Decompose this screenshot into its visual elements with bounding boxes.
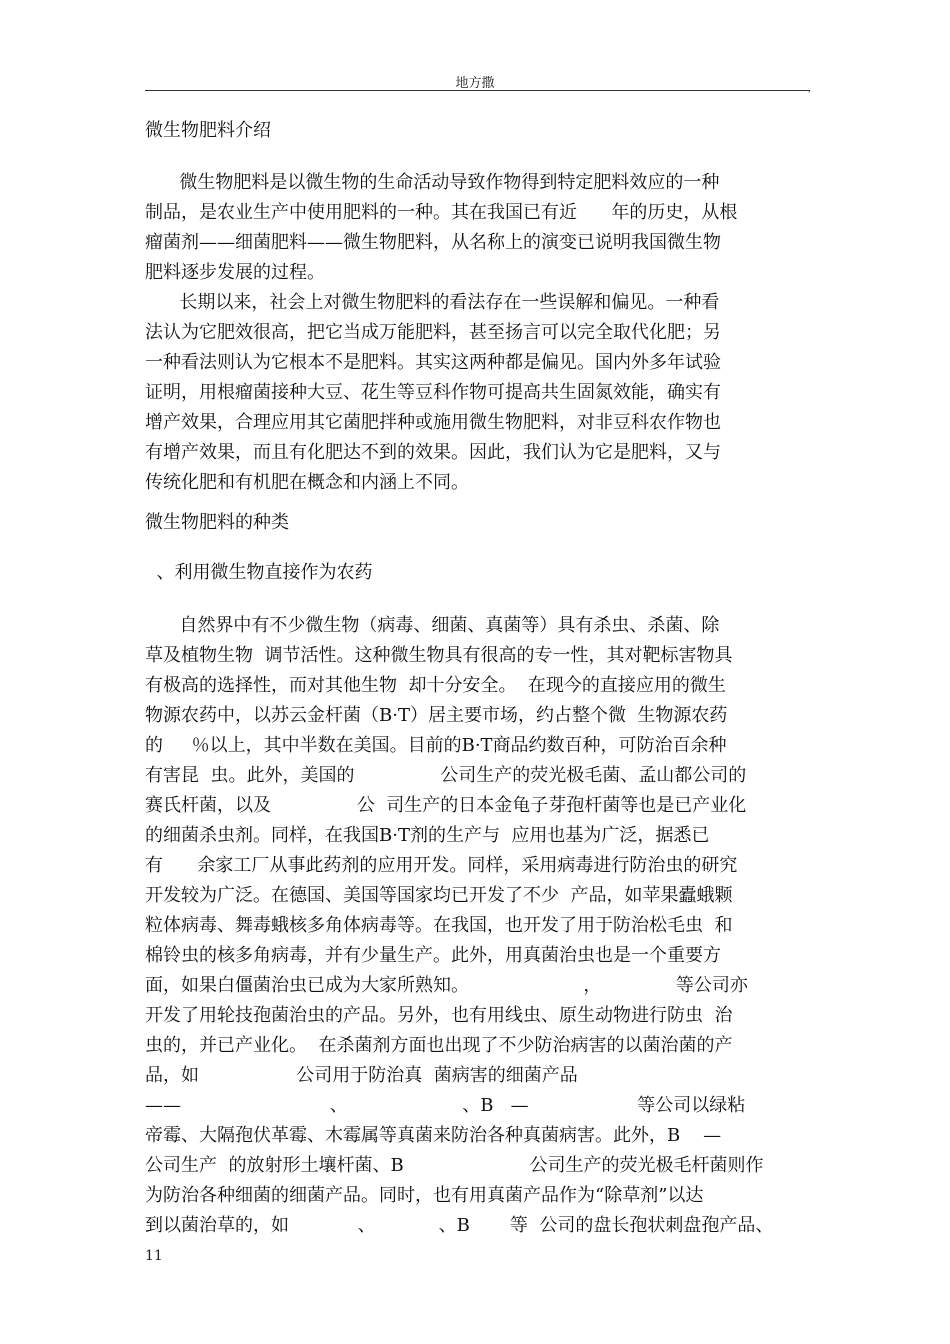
paragraph-line: 自然界中有不少微生物（病毒、细菌、真菌等）具有杀虫、杀菌、除 <box>145 615 720 636</box>
paragraph-line: 到以菌治草的，如 、 、B 等 公司的盘长孢状刺盘孢产品、 <box>145 1215 774 1236</box>
paragraph-line: 瘤菌剂——细菌肥料——微生物肥料，从名称上的演变已说明我国微生物 <box>145 232 721 253</box>
section-heading: 微生物肥料的种类 <box>145 512 289 533</box>
paragraph-line: 的细菌杀虫剂。同样，在我国B·T剂的生产与 应用也基为广泛，据悉已 <box>145 825 710 846</box>
header-title: 地方撒 <box>455 76 495 91</box>
paragraph-line: 传统化肥和有机肥在概念和内涵上不同。 <box>145 472 469 493</box>
subsection-heading: 、利用微生物直接作为农药 <box>145 562 373 583</box>
paragraph-line: 长期以来，社会上对微生物肥料的看法存在一些误解和偏见。一种看 <box>145 292 720 313</box>
paragraph-line: 赛氏杆菌，以及 公 司生产的日本金龟子芽孢杆菌等也是已产业化 <box>145 795 747 816</box>
paragraph-line: 草及植物生物 调节活性。这种微生物具有很高的专一性，其对靶标害物具 <box>145 645 733 666</box>
paragraph-line: 有极高的选择性，而对其他生物 却十分安全。 在现今的直接应用的微生 <box>145 675 726 696</box>
page-number: 11 <box>145 1248 163 1264</box>
paragraph-line: 有害昆 虫。此外，美国的 公司生产的荧光极毛菌、孟山都公司的 <box>145 765 747 786</box>
paragraph-line: 物源农药中，以苏云金杆菌（B·T）居主要市场，约占整个微 生物源农药 <box>145 705 728 726</box>
paragraph-line: 一种看法则认为它根本不是肥料。其实这两种都是偏见。国内外多年试验 <box>145 352 721 373</box>
paragraph-line: 面，如果白僵菌治虫已成为大家所熟知。 ， 等公司亦 <box>145 975 748 996</box>
paragraph-line: 证明，用根瘤菌接种大豆、花生等豆科作物可提高共生固氮效能，确实有 <box>145 382 721 403</box>
paragraph-line: 有增产效果，而且有化肥达不到的效果。因此，我们认为它是肥料，又与 <box>145 442 721 463</box>
paragraph-line: —— 、 、B — 等公司以绿粘 <box>145 1095 746 1116</box>
paragraph-line: 有 余家工厂从事此药剂的应用开发。同样，采用病毒进行防治虫的研究 <box>145 855 738 876</box>
paragraph-line: 公司生产 的放射形土壤杆菌、B 公司生产的荧光极毛杆菌则作 <box>145 1155 764 1176</box>
paragraph-line: 制品，是农业生产中使用肥料的一种。其在我国已有近 年的历史，从根 <box>145 202 738 223</box>
paragraph-line: 虫的，并已产业化。 在杀菌剂方面也出现了不少防治病害的以菌治菌的产 <box>145 1035 733 1056</box>
paragraph-line: 的 ％以上，其中半数在美国。目前的B·T商品约数百种，可防治百余种 <box>145 735 727 756</box>
paragraph-line: 微生物肥料是以微生物的生命活动导致作物得到特定肥料效应的一种 <box>145 172 720 193</box>
paragraph-line: 肥料逐步发展的过程。 <box>145 262 325 283</box>
paragraph-line: 粒体病毒、舞毒蛾核多角体病毒等。在我国，也开发了用于防治松毛虫 和 <box>145 915 733 936</box>
header-mark: , <box>808 83 812 94</box>
paragraph-line: 为防治各种细菌的细菌产品。同时，也有用真菌产品作为“除草剂”以达 <box>145 1185 704 1206</box>
paragraph-line: 法认为它肥效很高，把它当成万能肥料，甚至扬言可以完全取代化肥；另 <box>145 322 721 343</box>
paragraph-line: 品，如 公司用于防治真 菌病害的细菌产品 <box>145 1065 578 1086</box>
paragraph-line: 开发较为广泛。在德国、美国等国家均已开发了不少 产品，如苹果蠹蛾颗 <box>145 885 733 906</box>
paragraph-line: 棉铃虫的核多角病毒，并有少量生产。此外，用真菌治虫也是一个重要方 <box>145 945 721 966</box>
paragraph-line: 增产效果，合理应用其它菌肥拌种或施用微生物肥料，对非豆科农作物也 <box>145 412 721 433</box>
header-rule <box>145 90 810 91</box>
section-heading: 微生物肥料介绍 <box>145 120 271 141</box>
paragraph-line: 开发了用轮技孢菌治虫的产品。另外，也有用线虫、原生动物进行防虫 治 <box>145 1005 733 1026</box>
paragraph-line: 帝霉、大隔孢伏革霉、木霉属等真菌来防治各种真菌病害。此外，B — <box>145 1125 722 1146</box>
